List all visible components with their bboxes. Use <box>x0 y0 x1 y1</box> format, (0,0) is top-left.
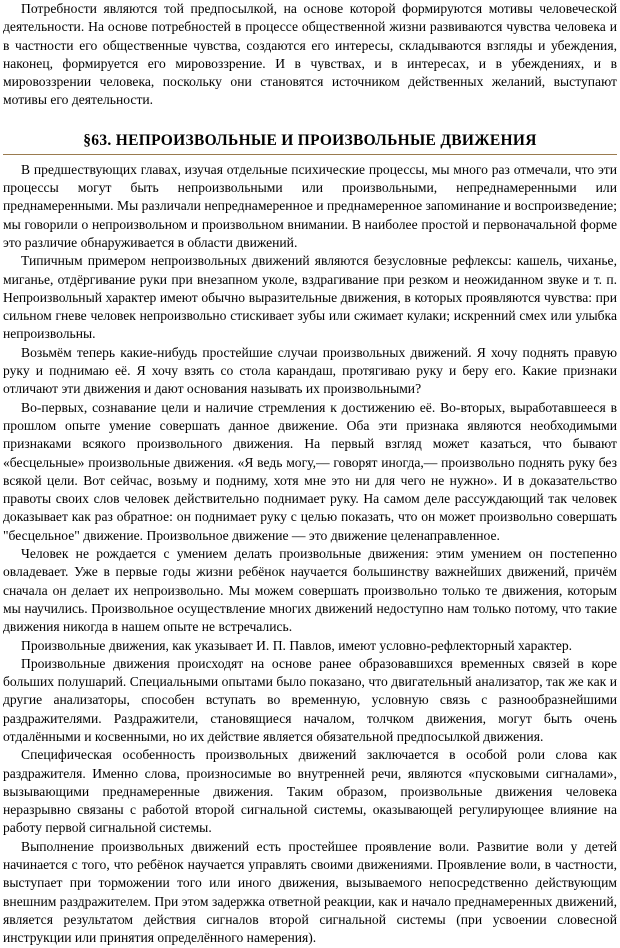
paragraph-9: Выполнение произвольных движений есть простейшее проявление воли. Развитие воли у детей начинается с того, что ребёнок научается управлять своими движениями. Проявление воли, в частности, выступает при торможении того или иного движения, вызываемого непосредственно действующим внешним раздражителем. При этом задержка ответной реакции, как и начало преднамеренных движений, является результатом действия сигналов второй сигнальной системы (при усвоении словесной инструкции или принятия определённого намерения). <box>3 838 617 946</box>
document-page <box>3 0 617 948</box>
intro-paragraph: Потребности являются той предпосылкой, на основе которой формируются мотивы человеческой деятельности. На основе потребностей в процессе общественной жизни развиваются чувства человека и в частности его общественные чувства, создаются его интересы, складываются взгляды и убеждения, наконец, формируется его мировоззрение. И в чувствах, и в интересах, и в убеждениях, и в мировоззрении человека, поскольку они становятся источником действенных желаний, выступают мотивы его деятельности. <box>3 1 617 108</box>
paragraph-5: Человек не рождается с умением делать произвольные движения: этим умением он постепенно овладевает. Уже в первые годы жизни ребёнок научается большинству важнейших движений, причём сначала он делает их непроизвольно. Мы можем совершать произвольно только те движения, которым мы научились. Произвольное осуществление многих движений недоступно нам только потому, что такие движения никогда в нашем опыте не встречались. <box>3 546 617 635</box>
paragraph-4: Во-первых, сознавание цели и наличие стремления к достижению её. Во-вторых, выработавшееся в прошлом опыте умение совершать данное движение. Оба эти признака являются необходимыми признаками всякого произвольного движения. На первый взгляд может казаться, что бывают «бесцельные» произвольные движения. «Я ведь могу,— говорят иногда,— произвольно поднять руку без всякой цели. Вот сейчас, возьму и подниму, хотя мне это ни для чего не нужно». И в доказательство правоты своих слов человек действительно поднимает руку. На самом деле рассуждающий так человек доказывает как раз обратное: он поднимает руку с целью показать, что он может произвольно совершать "бесцельное" движение. Произвольное движение — это движение целенаправленное. <box>3 399 617 543</box>
paragraph-1: В предшествующих главах, изучая отдельные психические процессы, мы много раз отмечали, что эти процессы могут быть непроизвольными или произвольными, непреднамеренными или преднамеренными. Мы различали непреднамеренное и преднамеренное запоминание и воспроизведение; мы говорили о непроизвольном и произвольном внимании. В наиболее простой и первоначальной форме это различие обнаруживается в области движений. <box>3 161 617 250</box>
paragraph-8: Специфическая особенность произвольных движений заключается в особой роли слова как раздражителя. Именно слова, произносимые во внутренней речи, являются «пусковыми сигналами», вызывающими преднамеренные движения. Таким образом, произвольные движения человека неразрывно связаны с работой второй сигнальной системы, оказывающей регулирующее влияние на работу первой сигнальной системы. <box>3 747 617 836</box>
paragraph-6: Произвольные движения, как указывает И. П. Павлов, имеют условно-рефлекторный характер. <box>21 637 573 653</box>
section-body <box>3 161 617 948</box>
paragraph-2: Типичным примером непроизвольных движений являются безусловные рефлексы: кашель, чиханье, миганье, отдёргивание руки при внезапном уколе, вздрагивание при резком и неожиданном звуке и т. п. Непроизвольный характер имеют обычно выразительные движения, в которых проявляются чувства: при сильном гневе человек непроизвольно стискивает зубы или сжимает кулаки; искренний смех или улыбка непроизвольны. <box>3 253 617 342</box>
paragraph-3: Возьмём теперь какие-нибудь простейшие случаи произвольных движений. Я хочу поднять правую руку и поднимаю её. Я хочу взять со стола карандаш, протягиваю руку и беру его. Какие признаки отличают эти движения и дают основания называть их произвольными? <box>3 344 617 397</box>
paragraph-7: Произвольные движения происходят на основе ранее образовавшихся временных связей в коре больших полушарий. Специальными опытами было показано, что двигательный анализатор, так же как и другие анализаторы, способен вступать во временную, условную связь с разнообразнейшими раздражителями. Раздражители, становящиеся началом, толчком движения, могут быть очень отдалёнными и косвенными, но их действие является обязательной предпосылкой движения. <box>3 655 617 744</box>
section-title: §63. НЕПРОИЗВОЛЬНЫЕ И ПРОИЗВОЛЬНЫЕ ДВИЖЕНИЯ <box>3 131 617 155</box>
